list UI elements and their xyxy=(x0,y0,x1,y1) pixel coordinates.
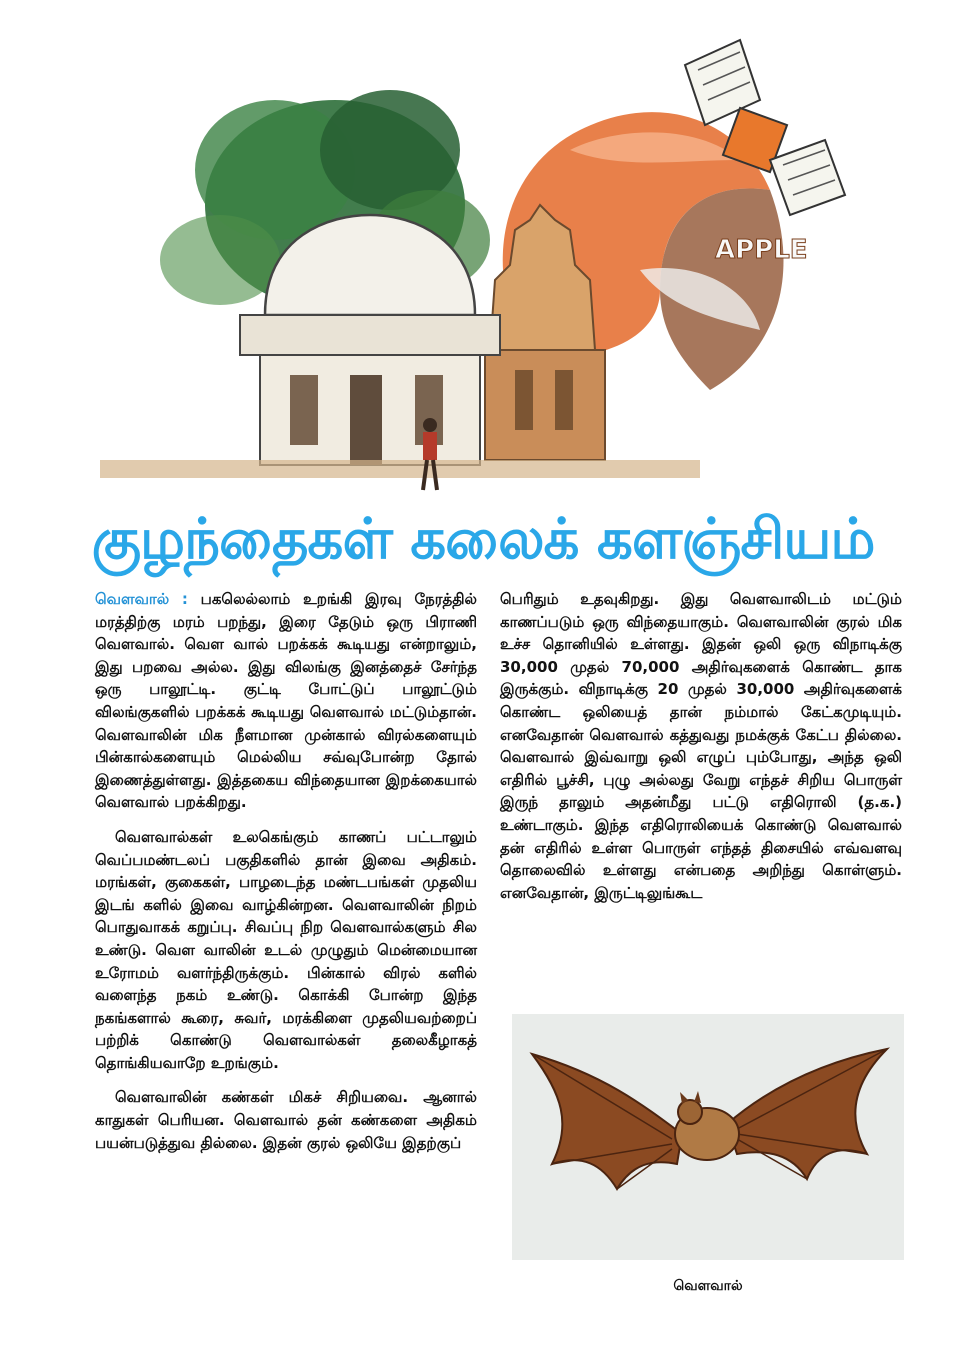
bat-illustration xyxy=(512,1014,904,1260)
paragraph-3: வௌவாலின் கண்கள் மிகச் சிறியவை. ஆனால் காதுகள் பெரியன. வௌவால் தன் கண்களை அதிகம் பயன்படுத்துவ தில்லை. இதன் குரல் ஒலியே இதற்குப் xyxy=(95,1088,477,1152)
paragraph-1 xyxy=(95,588,477,814)
page-title: குழந்தைகள் கலைக் களஞ்சியம் xyxy=(91,507,875,572)
paragraph-4: பெரிதும் உதவுகிறது. இது வௌவாலிடம் மட்டும் காணப்படும் ஒரு விந்தையாகும். வௌவாலின் குரல் மிக உச்ச தொனியில் உள்ளது. இதன் ஒலி ஒரு விநாடிக்கு 30,000 முதல் 70,000 அதிர்வுகளைக் கொண்ட தாக இருக்கும். விநாடிக்கு 20 முதல் 30,000 அதிர்வுகளைக் கொண்ட ஒலியைத் தான் நம்மால் கேட்கமுடியும். எனவேதான் வௌவால் கத்துவது நமக்குக் கேட்ப தில்லை. வௌவால் இவ்வாறு ஒலி எழுப் பும்போது, அந்த ஒலி எதிரில் பூச்சி, புழு அல்லது வேறு எந்தச் சிறிய பொருள் இருந் தாலும் அதன்மீது பட்டு எதிரொலி (த.க.) உண்டாகும். இந்த எதிரொலியைக் கொண்டு வௌவால் தன் எதிரில் உள்ள பொருள் எந்தத் திசையில் எவ்வளவு தொலைவில் உள்ளது என்பதை அறிந்து கொள்ளும். எனவேதான், இருட்டிலுங்கூட xyxy=(500,590,902,902)
person-illustration xyxy=(423,418,437,490)
apple-label: APPLE xyxy=(715,235,808,265)
cover-illustration xyxy=(100,30,880,500)
figure-caption: வௌவால் xyxy=(673,1278,743,1294)
paragraph-1-text: பகலெல்லாம் உறங்கி இரவு நேரத்தில் மரத்திற்கு மரம் பறந்து, இரை தேடும் ஒரு பிராணி வௌவால். வௌ வால் பறக்கக் கூடியது என்றாலும், இது பறவை அல்ல. இது விலங்கு இனத்தைச் சேர்ந்த ஒரு பாலூட்டி. குட்டி போட்டுப் பாலூட்டும் விலங்குகளில் பறக்கக் கூடியது வௌவால் மட்டும்தான். வௌவாலின் மிக நீளமான முன்கால் விரல்களையும் பின்கால்களையும் மெல்லிய சவ்வுபோன்ற தோல் இணைத்துள்ளது. இத்தகைய விந்தையான இறக்கையால் வௌவால் பறக்கிறது. xyxy=(95,590,477,812)
bat-figure xyxy=(512,1014,904,1260)
article-right-column xyxy=(500,588,902,904)
lead-word: வௌவால் : xyxy=(95,590,188,608)
paragraph-2: வௌவால்கள் உலகெங்கும் காணப் பட்டாலும் வெப்பமண்டலப் பகுதிகளில் தான் இவை அதிகம். மரங்கள், குகைகள், பாழடைந்த மண்டபங்கள் முதலிய இடங் களில் இவை வாழ்கின்றன. வௌவாலின் நிறம் பொதுவாகக் கறுப்பு. சிவப்பு நிற வௌவால்களும் சில உண்டு. வௌ வாலின் உடல் முழுதும் மென்மையான உரோமம் வளர்ந்திருக்கும். பின்கால் விரல் களில் வளைந்த நகம் உண்டு. கொக்கி போன்ற இந்த நகங்களால் கூரை, சுவர், மரக்கிளை முதலியவற்றைப் பற்றிக் கொண்டு வௌவால்கள் தலைகீழாகத் தொங்கியவாறே உறங்கும். xyxy=(95,827,477,1072)
ground xyxy=(100,460,700,478)
article-left-column xyxy=(95,588,477,1166)
